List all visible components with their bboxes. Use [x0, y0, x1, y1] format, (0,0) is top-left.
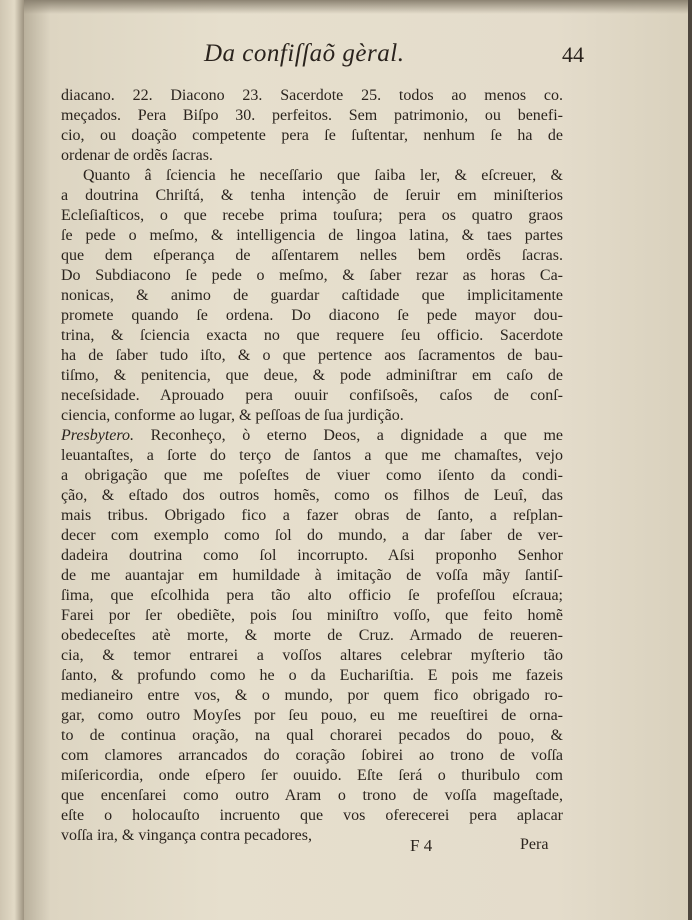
section-heading: Presbytero.	[61, 427, 135, 444]
book-page	[24, 0, 688, 920]
text-line: Quanto â ſciencia he neceſſario que ſaiba ler, & eſcreuer, &	[83, 167, 563, 184]
page-header	[174, 40, 584, 76]
text-line: meçados. Pera Biſpo 30. perfeitos. Sem patrimonio, ou benefi-	[61, 107, 563, 124]
text-line: tiſmo, & penitencia, que deue, & pode adminiſtrar em caſo de	[61, 367, 563, 384]
text-line: medianeiro entre vos, & o mundo, por quem fico obrigado ro-	[61, 687, 563, 704]
text-line	[61, 426, 563, 446]
folio-number: 44	[562, 42, 584, 67]
line-text: Reconheço, ò eterno Deos, a dignidade a que me	[150, 427, 563, 444]
text-line: leuantaſtes, a ſorte do terço de ſantos a que me chamaſtes, vejo	[61, 447, 563, 464]
text-line: cia, & temor entrarei a voſſos altares celebrar myſterio tão	[61, 647, 563, 664]
text-line: que encenſarei como outro Aram o trono de voſſa mageſtade,	[61, 787, 563, 804]
text-line: ſanto, & profundo como he o da Euchariſtia. E pois me fazeis	[61, 667, 563, 684]
text-line: obedeceſtes atè morte, & morte de Cruz. Armado de reueren-	[61, 627, 563, 644]
text-line: dadeira doutrina como ſol incorrupto. Aſsi proponho Senhor	[61, 547, 563, 564]
text-line: a doutrina Chriſtá, & tenha intenção de ſeruir em miniſterios	[61, 187, 563, 204]
signature-mark: F 4	[410, 836, 433, 855]
text-line: ſe pede o meſmo, & intelligencia de lingoa latina, & taes partes	[61, 227, 563, 244]
text-line: nonicas, & animo de guardar caſtidade que implicitamente	[61, 287, 563, 304]
text-line: ordenar de ordẽs ſacras.	[61, 147, 213, 164]
text-line: trina, & ſciencia exacta no que requere ſeu officio. Sacerdote	[61, 327, 563, 344]
text-line: cio, ou doação competente pera ſe ſuſtentar, nenhum ſe ha de	[61, 127, 563, 144]
catchword: Pera	[520, 836, 549, 853]
text-line: to de continua oração, na qual chorarei pecados do pouo, &	[61, 727, 563, 744]
text-line: promete quando ſe ordena. Do diacono ſe pede mayor dou-	[61, 307, 563, 324]
text-line: Ecleſiaſticos, o que recebe prima touſura; pera os quatro graos	[61, 207, 563, 224]
text-line: Farei por ſer obediẽte, pois ſou miniſtro voſſo, que feito homẽ	[61, 607, 563, 624]
text-line: a obrigação que me poſeſtes de viuer como iſento da condi-	[61, 467, 563, 484]
running-title: Da confiſſaõ gèral.	[204, 40, 405, 67]
text-line: ciencia, conforme ao lugar, & peſſoas de ſua jurdição.	[61, 407, 404, 424]
text-line: neceſsidade. Aprouado pera ouuir confiſsoẽs, caſos de conſ-	[61, 387, 563, 404]
text-line: que dem eſperança de aſſentarem nelles bem ordẽs ſacras.	[61, 247, 563, 264]
text-line: de me auantajar em humildade à imitação de voſſa mãy ſantiſ-	[61, 567, 563, 584]
page-body-text	[61, 86, 563, 846]
text-line: ſima, que eſcolhida pera tão alto officio ſe profeſſou eſcraua;	[61, 587, 563, 604]
text-line: Do Subdiacono ſe pede o meſmo, & ſaber rezar as horas Ca-	[61, 267, 563, 284]
text-line: decer com exemplo como ſol do mundo, a dar ſaber de ver-	[61, 527, 563, 544]
text-line: mais tribus. Obrigado fico a fazer obras de ſanto, a reſplan-	[61, 507, 563, 524]
text-line: gar, como outro Moyſes por ſeu pouo, eu me reueſtirei de orna-	[61, 707, 563, 724]
text-line: ha de ſaber tudo iſto, & o que pertence aos ſacramentos de bau-	[61, 347, 563, 364]
facing-page-edge	[0, 0, 24, 920]
text-line: com clamores arrancados do coração ſobirei ao trono de voſſa	[61, 747, 563, 764]
text-line: miſericordia, onde eſpero ſer ouuido. Eſte ſerá o thuribulo com	[61, 767, 563, 784]
text-line: diacano. 22. Diacono 23. Sacerdote 25. todos ao menos co.	[61, 87, 563, 104]
text-line: ção, & eſtado dos outros homẽs, como os filhos de Leuî, das	[61, 487, 563, 504]
text-line: voſſa ira, & vingança contra pecadores,	[61, 827, 312, 844]
text-line: eſte o holocauſto incruento que vos oferecerei pera aplacar	[61, 807, 563, 824]
